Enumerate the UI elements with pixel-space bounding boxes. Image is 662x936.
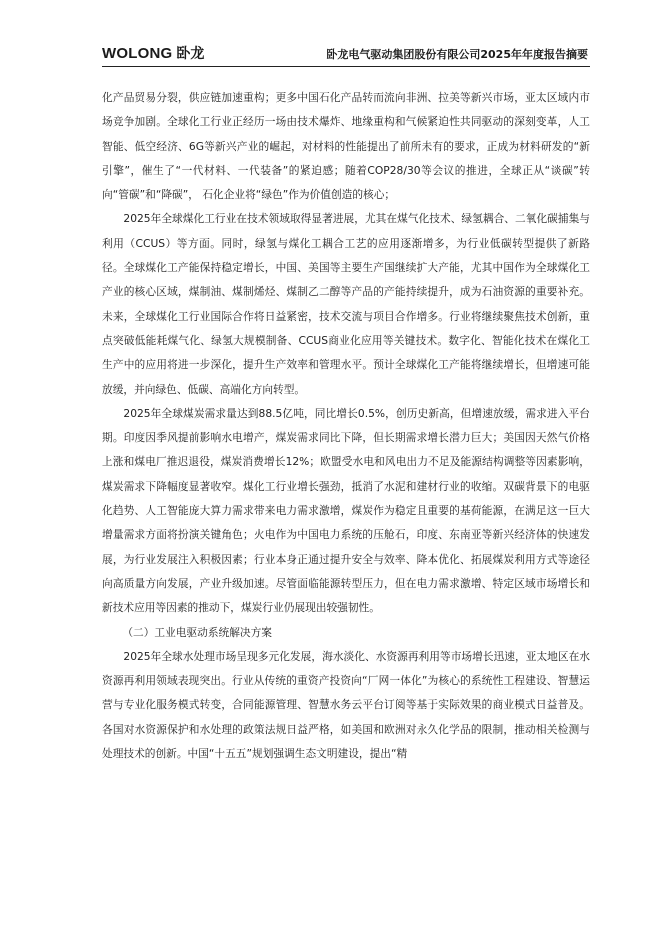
wolong-logo	[102, 42, 204, 64]
paragraph-water-treatment: 2025年全球水处理市场呈现多元化发展，海水淡化、水资源再利用等市场增长迅速，亚太地区在水资源再利用领域表现突出。行业从传统的重资产投资向“厂网一体化”为核心的系统性工程建设、智慧运营与专业化服务模式转变，合同能源管理、智慧水务云平台订阅等基于实际效果的商业模式日益普及。各国对水资源保护和水处理的政策法规日益严格，如美国和欧洲对永久化学品的限制，推动相关检测与处理技术的创新。中国“十五五”规划强调生态文明建设，提出“精	[102, 649, 590, 761]
logo-text: WOLONG	[102, 44, 173, 62]
paragraph-coal-chemical: 2025年全球煤化工行业在技术领域取得显著进展，尤其在煤气化技术、绿氢耦合、二氧化碳捕集与利用（CCUS）等方面。同时，绿氢与煤化工耦合工艺的应用逐渐增多，为行业低碳转型提供了新路径。全球煤化工产能保持稳定增长，中国、美国等主要生产国继续扩大产能，尤其中国作为全球煤化工产业的核心区域，煤制油、煤制烯烃、煤制乙二醇等产品的产能持续提升，成为石油资源的重要补充。未来，全球煤化工行业国际合作将日益紧密，技术交流与项目合作增多。行业将继续聚焦技术创新，重点突破低能耗煤气化、绿氢大规模制备、CCUS商业化应用等关键技术。数字化、智能化技术在煤化工生产中的应用将进一步深化，提升生产效率和管理水平。预计全球煤化工产能将继续增长，但增速可能放缓，并向绿色、低碳、高端化方向转型。	[102, 212, 590, 396]
section-heading-industrial-drive: （二）工业电驱动系统解决方案	[122, 625, 272, 639]
header-divider	[102, 66, 590, 67]
main-content	[102, 86, 590, 766]
paragraph-petrochemical-continuation: 化产品贸易分裂，供应链加速重构；更多中国石化产品转而流向非洲、拉美等新兴市场，亚太区域内市场竞争加剧。全球化工行业正经历一场由技术爆炸、地缘重构和气候紧迫性共同驱动的深刻变革，人工智能、低空经济、6G等新兴产业的崛起，对材料的性能提出了前所未有的要求，正成为材料研发的“新引擎”，催生了“一代材料、一代装备”的紧迫感；随着COP28/30等会议的推进，全球正从“谈碳”转向“管碳”和“降碳”， 石化企业将“绿色”作为价值创造的核心；	[102, 91, 590, 202]
page-header	[102, 42, 590, 66]
report-title: 卧龙电气驱动集团股份有限公司2025年年度报告摘要	[326, 48, 588, 61]
paragraph-coal-demand: 2025年全球煤炭需求量达到88.5亿吨，同比增长0.5%，创历史新高，但增速放缓，需求进入平台期。印度因季风提前影响水电增产，煤炭需求同比下降，但长期需求增长潜力巨大；美国因天然气价格上涨和煤电厂推迟退役，煤炭消费增长12%；欧盟受水电和风电出力不足及能源结构调整等因素影响，煤炭需求下降幅度显著收窄。煤化工行业增长强劲，抵消了水泥和建材行业的收缩。双碳背景下的电驱化趋势、人工智能庞大算力需求带来电力需求激增，煤炭作为稳定且重要的基荷能源，在满足这一巨大增量需求方面将扮演关键角色；火电作为中国电力系统的压舱石，印度、东南亚等新兴经济体的快速发展，为行业发展注入积极因素；行业本身正通过提升安全与效率、降本优化、拓展煤炭利用方式等途径向高质量方向发展，产业升级加速。尽管面临能源转型压力，但在电力需求激增、特定区域市场增长和新技术应用等因素的推动下，煤炭行业仍展现出较强韧性。	[102, 406, 590, 615]
logo-chinese-text: 卧龙	[176, 46, 205, 62]
